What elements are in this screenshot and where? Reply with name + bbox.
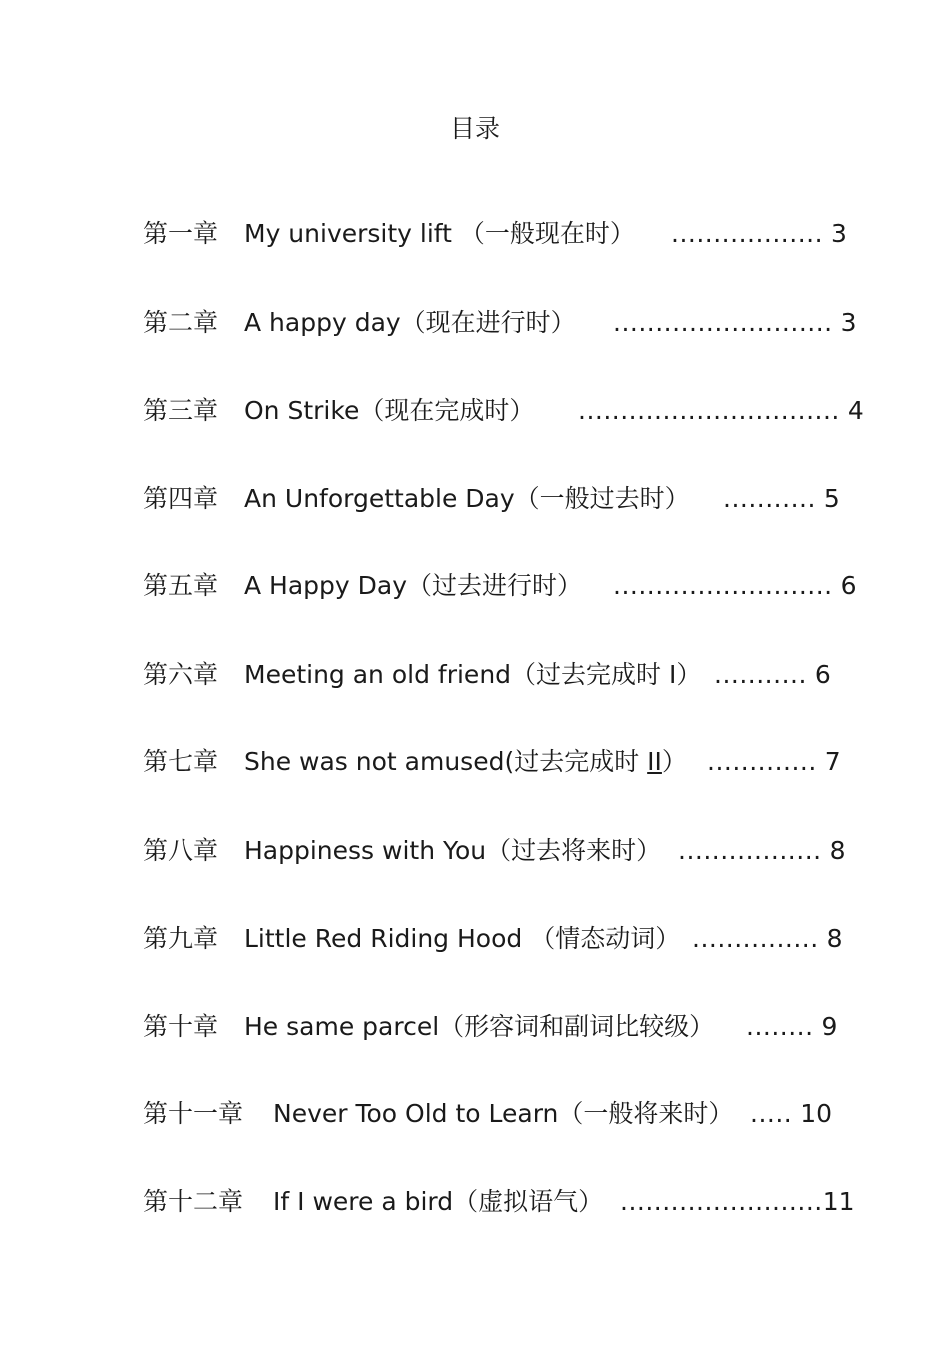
dot-leader: ...............	[692, 924, 819, 953]
toc-entry[interactable]	[143, 394, 864, 428]
chapter-number: 第一章	[143, 219, 219, 248]
page-reference	[678, 834, 845, 868]
chapter-title: Meeting an old friend（过去完成时 I）	[244, 660, 702, 689]
page-reference	[707, 745, 841, 779]
chapter-number: 第九章	[143, 924, 219, 953]
page-number: 8	[826, 924, 843, 953]
page-number: 9	[821, 1012, 838, 1041]
page-number: 6	[840, 571, 857, 600]
dot-leader: .................	[678, 836, 822, 865]
toc-entry[interactable]	[143, 217, 847, 251]
chapter-number: 第十二章	[143, 1187, 244, 1216]
chapter-title-text: ）	[661, 747, 687, 776]
toc-entry[interactable]	[143, 1097, 832, 1131]
chapter-number: 第八章	[143, 836, 219, 865]
page-reference	[671, 217, 847, 251]
page-reference	[750, 1097, 832, 1131]
page-reference	[613, 306, 856, 340]
page-reference	[746, 1010, 837, 1044]
page-number: 6	[814, 660, 831, 689]
chapter-title: Little Red Riding Hood （情态动词）	[244, 924, 681, 953]
chapter-title: A Happy Day（过去进行时）	[244, 571, 583, 600]
toc-entry[interactable]	[143, 569, 857, 603]
page-number: 3	[831, 219, 847, 248]
page-number: 3	[840, 308, 857, 337]
page-title: 目录	[449, 114, 500, 143]
page-number: 5	[823, 484, 840, 513]
chapter-title: On Strike（现在完成时）	[244, 396, 535, 425]
dot-leader: ........	[746, 1012, 814, 1041]
chapter-number: 第十一章	[143, 1099, 244, 1128]
dot-leader: .....	[750, 1099, 793, 1128]
toc-entry[interactable]	[143, 306, 857, 340]
toc-entry[interactable]	[143, 1010, 838, 1044]
dot-leader: ..................	[671, 219, 824, 248]
toc-entry[interactable]	[143, 834, 846, 868]
chapter-number: 第四章	[143, 484, 219, 513]
chapter-number: 第十章	[143, 1012, 219, 1041]
page-number: 7	[824, 747, 841, 776]
toc-entry[interactable]	[143, 658, 831, 692]
page-reference	[723, 482, 840, 516]
page-number: 8	[829, 836, 846, 865]
toc-entry[interactable]	[143, 1185, 855, 1219]
page-reference	[613, 569, 856, 603]
chapter-number: 第三章	[143, 396, 219, 425]
page-number: 11	[822, 1187, 855, 1216]
chapter-title: My university lift （一般现在时）	[244, 219, 635, 248]
page-reference	[620, 1185, 855, 1219]
dot-leader: .............	[707, 747, 817, 776]
chapter-title: He same parcel（形容词和副词比较级）	[244, 1012, 715, 1041]
page-number: 4	[847, 396, 864, 425]
dot-leader: ...........	[714, 660, 807, 689]
dot-leader: ..........................	[613, 571, 833, 600]
page-reference	[578, 394, 864, 428]
chapter-number: 第七章	[143, 747, 219, 776]
toc-entry[interactable]	[143, 482, 840, 516]
chapter-title-text: She was not amused(过去完成时	[244, 747, 648, 776]
chapter-title	[244, 745, 687, 779]
dot-leader: ........................	[620, 1187, 823, 1216]
chapter-title: If I were a bird（虚拟语气）	[273, 1187, 604, 1216]
toc-entry[interactable]	[143, 745, 841, 779]
chapter-title: Happiness with You（过去将来时）	[244, 836, 662, 865]
chapter-title: A happy day（现在进行时）	[244, 308, 576, 337]
dot-leader: ...........	[723, 484, 816, 513]
page-number: 10	[800, 1099, 832, 1128]
dot-leader: ...............................	[578, 396, 840, 425]
chapter-number: 第五章	[143, 571, 219, 600]
chapter-title: An Unforgettable Day（一般过去时）	[244, 484, 690, 513]
chapter-number: 第二章	[143, 308, 219, 337]
chapter-title: Never Too Old to Learn（一般将来时）	[273, 1099, 734, 1128]
chapter-number: 第六章	[143, 660, 219, 689]
chapter-title-numeral: II	[647, 747, 662, 776]
page-reference	[692, 922, 843, 956]
toc-entry[interactable]	[143, 922, 843, 956]
page-reference	[714, 658, 831, 692]
dot-leader: ..........................	[613, 308, 833, 337]
